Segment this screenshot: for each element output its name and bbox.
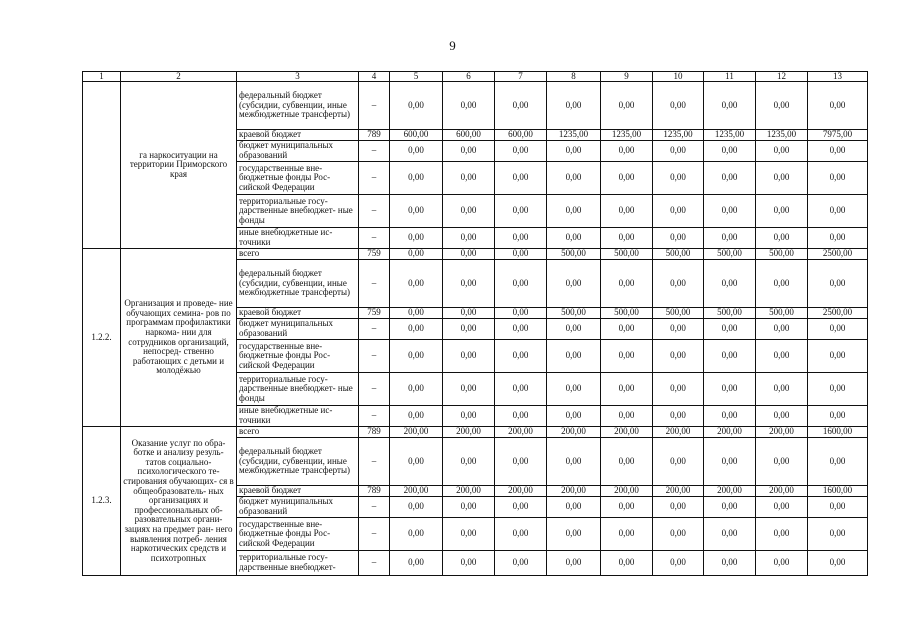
amount-cell: 200,00 bbox=[443, 427, 495, 438]
amount-cell: 0,00 bbox=[390, 319, 443, 340]
amount-cell: 0,00 bbox=[601, 438, 653, 486]
amount-cell: 0,00 bbox=[756, 497, 808, 518]
amount-cell: 0,00 bbox=[808, 319, 868, 340]
amount-cell: 0,00 bbox=[443, 249, 495, 260]
amount-cell: 0,00 bbox=[756, 228, 808, 249]
amount-cell: 200,00 bbox=[547, 427, 601, 438]
amount-cell: 0,00 bbox=[443, 162, 495, 195]
amount-cell: 0,00 bbox=[756, 141, 808, 162]
amount-cell: 0,00 bbox=[390, 518, 443, 551]
amount-cell: 0,00 bbox=[443, 497, 495, 518]
amount-cell: 600,00 bbox=[495, 130, 547, 141]
amount-cell: 0,00 bbox=[756, 438, 808, 486]
amount-cell: 0,00 bbox=[653, 438, 704, 486]
amount-cell: 0,00 bbox=[547, 195, 601, 228]
amount-cell: 0,00 bbox=[653, 195, 704, 228]
amount-cell: 0,00 bbox=[547, 141, 601, 162]
amount-cell: 0,00 bbox=[390, 162, 443, 195]
budget-code-cell: – bbox=[359, 162, 390, 195]
amount-cell: 0,00 bbox=[704, 373, 756, 406]
amount-cell: 0,00 bbox=[547, 228, 601, 249]
amount-cell: 0,00 bbox=[756, 518, 808, 551]
amount-cell: 500,00 bbox=[547, 308, 601, 319]
budget-code-cell: – bbox=[359, 82, 390, 130]
amount-cell: 0,00 bbox=[495, 141, 547, 162]
amount-cell: 0,00 bbox=[653, 518, 704, 551]
amount-cell: 0,00 bbox=[653, 340, 704, 373]
amount-cell: 0,00 bbox=[601, 162, 653, 195]
amount-cell: 0,00 bbox=[443, 406, 495, 427]
amount-cell: 0,00 bbox=[547, 406, 601, 427]
amount-cell: 0,00 bbox=[390, 260, 443, 308]
amount-cell: 0,00 bbox=[704, 497, 756, 518]
amount-cell: 0,00 bbox=[704, 518, 756, 551]
budget-code-cell: 789 bbox=[359, 486, 390, 497]
budget-code-cell: – bbox=[359, 141, 390, 162]
amount-cell: 0,00 bbox=[653, 551, 704, 576]
amount-cell: 0,00 bbox=[443, 340, 495, 373]
funding-source: бюджет муниципальных образований bbox=[237, 141, 359, 162]
amount-cell: 500,00 bbox=[704, 249, 756, 260]
funding-source: государственные вне- бюджетные фонды Рос- сийской Федерации bbox=[237, 340, 359, 373]
amount-cell: 0,00 bbox=[547, 340, 601, 373]
amount-cell: 1235,00 bbox=[601, 130, 653, 141]
budget-code-cell: – bbox=[359, 497, 390, 518]
amount-cell: 200,00 bbox=[601, 427, 653, 438]
amount-cell: 200,00 bbox=[495, 486, 547, 497]
budget-code-cell: – bbox=[359, 518, 390, 551]
page-number: 9 bbox=[449, 38, 456, 53]
amount-cell: 0,00 bbox=[390, 438, 443, 486]
funding-source: бюджет муниципальных образований bbox=[237, 319, 359, 340]
amount-cell: 0,00 bbox=[756, 551, 808, 576]
amount-cell: 0,00 bbox=[808, 373, 868, 406]
budget-code-cell: 759 bbox=[359, 249, 390, 260]
amount-cell: 0,00 bbox=[390, 497, 443, 518]
amount-cell: 500,00 bbox=[653, 249, 704, 260]
amount-cell: 0,00 bbox=[704, 260, 756, 308]
amount-cell: 0,00 bbox=[390, 406, 443, 427]
budget-code-cell: – bbox=[359, 406, 390, 427]
amount-cell: 0,00 bbox=[443, 308, 495, 319]
amount-cell: 0,00 bbox=[808, 406, 868, 427]
amount-cell: 0,00 bbox=[390, 249, 443, 260]
amount-cell: 0,00 bbox=[547, 551, 601, 576]
amount-cell: 0,00 bbox=[601, 195, 653, 228]
amount-cell: 0,00 bbox=[653, 228, 704, 249]
amount-cell: 1235,00 bbox=[653, 130, 704, 141]
amount-cell: 0,00 bbox=[653, 497, 704, 518]
funding-source: государственные вне- бюджетные фонды Рос- сийской Федерации bbox=[237, 518, 359, 551]
amount-cell: 0,00 bbox=[443, 195, 495, 228]
amount-cell: 1600,00 bbox=[808, 427, 868, 438]
amount-cell: 0,00 bbox=[601, 260, 653, 308]
funding-source: иные внебюджетные ис- точники bbox=[237, 406, 359, 427]
amount-cell: 0,00 bbox=[601, 340, 653, 373]
amount-cell: 0,00 bbox=[495, 228, 547, 249]
amount-cell: 0,00 bbox=[495, 373, 547, 406]
amount-cell: 500,00 bbox=[704, 308, 756, 319]
amount-cell: 200,00 bbox=[547, 486, 601, 497]
amount-cell: 0,00 bbox=[601, 497, 653, 518]
amount-cell: 0,00 bbox=[547, 438, 601, 486]
amount-cell: 0,00 bbox=[808, 162, 868, 195]
amount-cell: 0,00 bbox=[547, 518, 601, 551]
column-header: 1 bbox=[83, 72, 121, 82]
amount-cell: 0,00 bbox=[704, 406, 756, 427]
item-code bbox=[83, 82, 121, 249]
amount-cell: 0,00 bbox=[653, 373, 704, 406]
amount-cell: 0,00 bbox=[443, 141, 495, 162]
amount-cell: 0,00 bbox=[704, 319, 756, 340]
amount-cell: 0,00 bbox=[601, 518, 653, 551]
column-header: 7 bbox=[495, 72, 547, 82]
amount-cell: 0,00 bbox=[547, 260, 601, 308]
amount-cell: 500,00 bbox=[756, 249, 808, 260]
amount-cell: 0,00 bbox=[653, 82, 704, 130]
funding-source: иные внебюджетные ис- точники bbox=[237, 228, 359, 249]
budget-code-cell: – bbox=[359, 228, 390, 249]
funding-source: краевой бюджет bbox=[237, 308, 359, 319]
funding-source: федеральный бюджет (субсидии, субвенции, иные межбюджетные трансферты) bbox=[237, 260, 359, 308]
column-header: 10 bbox=[653, 72, 704, 82]
amount-cell: 0,00 bbox=[390, 195, 443, 228]
amount-cell: 0,00 bbox=[443, 260, 495, 308]
column-header: 9 bbox=[601, 72, 653, 82]
amount-cell: 2500,00 bbox=[808, 249, 868, 260]
column-header: 2 bbox=[121, 72, 237, 82]
amount-cell: 0,00 bbox=[756, 406, 808, 427]
budget-table bbox=[82, 71, 868, 576]
amount-cell: 1235,00 bbox=[547, 130, 601, 141]
amount-cell: 0,00 bbox=[495, 438, 547, 486]
amount-cell: 0,00 bbox=[601, 228, 653, 249]
amount-cell: 0,00 bbox=[390, 82, 443, 130]
amount-cell: 500,00 bbox=[756, 308, 808, 319]
funding-source: всего bbox=[237, 249, 359, 260]
amount-cell: 200,00 bbox=[756, 427, 808, 438]
amount-cell: 0,00 bbox=[601, 373, 653, 406]
amount-cell: 2500,00 bbox=[808, 308, 868, 319]
amount-cell: 0,00 bbox=[547, 497, 601, 518]
amount-cell: 0,00 bbox=[601, 551, 653, 576]
funding-source: федеральный бюджет (субсидии, субвенции, иные межбюджетные трансферты) bbox=[237, 438, 359, 486]
funding-source: государственные вне- бюджетные фонды Рос- сийской Федерации bbox=[237, 162, 359, 195]
amount-cell: 0,00 bbox=[547, 82, 601, 130]
amount-cell: 0,00 bbox=[495, 308, 547, 319]
amount-cell: 0,00 bbox=[495, 518, 547, 551]
budget-code-cell: – bbox=[359, 319, 390, 340]
funding-source: краевой бюджет bbox=[237, 486, 359, 497]
amount-cell: 200,00 bbox=[443, 486, 495, 497]
amount-cell: 0,00 bbox=[443, 319, 495, 340]
column-header: 5 bbox=[390, 72, 443, 82]
budget-code-cell: 789 bbox=[359, 427, 390, 438]
amount-cell: 0,00 bbox=[495, 319, 547, 340]
amount-cell: 0,00 bbox=[653, 319, 704, 340]
amount-cell: 1600,00 bbox=[808, 486, 868, 497]
amount-cell: 0,00 bbox=[808, 518, 868, 551]
amount-cell: 0,00 bbox=[653, 260, 704, 308]
amount-cell: 0,00 bbox=[495, 551, 547, 576]
amount-cell: 0,00 bbox=[495, 162, 547, 195]
amount-cell: 0,00 bbox=[704, 551, 756, 576]
amount-cell: 0,00 bbox=[808, 260, 868, 308]
amount-cell: 0,00 bbox=[390, 340, 443, 373]
amount-cell: 0,00 bbox=[443, 518, 495, 551]
budget-code-cell: 789 bbox=[359, 130, 390, 141]
table-row bbox=[83, 82, 868, 130]
amount-cell: 0,00 bbox=[443, 82, 495, 130]
amount-cell: 200,00 bbox=[756, 486, 808, 497]
amount-cell: 0,00 bbox=[547, 373, 601, 406]
amount-cell: 500,00 bbox=[653, 308, 704, 319]
amount-cell: 0,00 bbox=[808, 82, 868, 130]
funding-source: федеральный бюджет (субсидии, субвенции, иные межбюджетные трансферты) bbox=[237, 82, 359, 130]
budget-code-cell: – bbox=[359, 438, 390, 486]
budget-code-cell: – bbox=[359, 260, 390, 308]
column-header: 12 bbox=[756, 72, 808, 82]
budget-code-cell: – bbox=[359, 195, 390, 228]
amount-cell: 0,00 bbox=[495, 340, 547, 373]
amount-cell: 0,00 bbox=[653, 141, 704, 162]
amount-cell: 0,00 bbox=[704, 141, 756, 162]
funding-source: краевой бюджет bbox=[237, 130, 359, 141]
funding-source: территориальные госу- дарственные внебюджет- ные фонды bbox=[237, 195, 359, 228]
amount-cell: 200,00 bbox=[601, 486, 653, 497]
amount-cell: 0,00 bbox=[601, 406, 653, 427]
amount-cell: 200,00 bbox=[653, 486, 704, 497]
column-header: 3 bbox=[237, 72, 359, 82]
amount-cell: 0,00 bbox=[808, 141, 868, 162]
amount-cell: 1235,00 bbox=[756, 130, 808, 141]
item-name: га наркоситуации на территории Приморского края bbox=[121, 82, 237, 249]
amount-cell: 0,00 bbox=[495, 249, 547, 260]
amount-cell: 0,00 bbox=[390, 141, 443, 162]
amount-cell: 200,00 bbox=[704, 486, 756, 497]
amount-cell: 0,00 bbox=[704, 195, 756, 228]
amount-cell: 0,00 bbox=[704, 438, 756, 486]
amount-cell: 0,00 bbox=[390, 373, 443, 406]
amount-cell: 0,00 bbox=[808, 340, 868, 373]
amount-cell: 200,00 bbox=[704, 427, 756, 438]
amount-cell: 0,00 bbox=[495, 82, 547, 130]
amount-cell: 200,00 bbox=[653, 427, 704, 438]
amount-cell: 600,00 bbox=[390, 130, 443, 141]
table-row bbox=[83, 249, 868, 260]
amount-cell: 0,00 bbox=[808, 497, 868, 518]
amount-cell: 0,00 bbox=[756, 195, 808, 228]
column-header: 6 bbox=[443, 72, 495, 82]
amount-cell: 0,00 bbox=[808, 228, 868, 249]
amount-cell: 0,00 bbox=[808, 438, 868, 486]
amount-cell: 0,00 bbox=[756, 82, 808, 130]
amount-cell: 0,00 bbox=[390, 551, 443, 576]
amount-cell: 200,00 bbox=[495, 427, 547, 438]
amount-cell: 0,00 bbox=[704, 228, 756, 249]
amount-cell: 0,00 bbox=[443, 373, 495, 406]
funding-source: территориальные госу- дарственные внебюджет- bbox=[237, 551, 359, 576]
header-row bbox=[83, 72, 868, 82]
column-header: 8 bbox=[547, 72, 601, 82]
amount-cell: 0,00 bbox=[547, 162, 601, 195]
amount-cell: 0,00 bbox=[756, 319, 808, 340]
amount-cell: 0,00 bbox=[756, 373, 808, 406]
item-code: 1.2.3. bbox=[83, 427, 121, 576]
item-name: Организация и проведе- ние обучающих семина- ров по программам профилактики наркома- нии для сотрудников организаций, непосред- ственно работающих с детьми и молодёжью bbox=[121, 249, 237, 427]
amount-cell: 0,00 bbox=[601, 141, 653, 162]
funding-source: всего bbox=[237, 427, 359, 438]
amount-cell: 500,00 bbox=[601, 308, 653, 319]
amount-cell: 0,00 bbox=[443, 551, 495, 576]
column-header: 11 bbox=[704, 72, 756, 82]
amount-cell: 0,00 bbox=[443, 228, 495, 249]
amount-cell: 600,00 bbox=[443, 130, 495, 141]
amount-cell: 500,00 bbox=[601, 249, 653, 260]
amount-cell: 0,00 bbox=[495, 497, 547, 518]
amount-cell: 0,00 bbox=[808, 551, 868, 576]
amount-cell: 1235,00 bbox=[704, 130, 756, 141]
item-name: Оказание услуг по обра- ботке и анализу резуль- татов социально- психологического те- стирования обучающих- ся в общеобразователь- ных организациях и профессиональных об- разовательных органи- зациях на предмет ран- него выявления потреб- ления наркотических средств и психотропных bbox=[121, 427, 237, 576]
amount-cell: 500,00 bbox=[547, 249, 601, 260]
budget-code-cell: – bbox=[359, 551, 390, 576]
amount-cell: 0,00 bbox=[704, 340, 756, 373]
amount-cell: 0,00 bbox=[495, 195, 547, 228]
amount-cell: 0,00 bbox=[808, 195, 868, 228]
amount-cell: 0,00 bbox=[390, 228, 443, 249]
table-body bbox=[83, 82, 868, 576]
amount-cell: 0,00 bbox=[390, 308, 443, 319]
column-header: 13 bbox=[808, 72, 868, 82]
amount-cell: 0,00 bbox=[756, 260, 808, 308]
amount-cell: 0,00 bbox=[601, 82, 653, 130]
table-row bbox=[83, 427, 868, 438]
amount-cell: 7975,00 bbox=[808, 130, 868, 141]
amount-cell: 0,00 bbox=[704, 162, 756, 195]
amount-cell: 200,00 bbox=[390, 486, 443, 497]
budget-code-cell: 759 bbox=[359, 308, 390, 319]
funding-source: территориальные госу- дарственные внебюджет- ные фонды bbox=[237, 373, 359, 406]
amount-cell: 0,00 bbox=[547, 319, 601, 340]
budget-code-cell: – bbox=[359, 340, 390, 373]
amount-cell: 0,00 bbox=[653, 406, 704, 427]
budget-code-cell: – bbox=[359, 373, 390, 406]
amount-cell: 0,00 bbox=[495, 260, 547, 308]
amount-cell: 0,00 bbox=[653, 162, 704, 195]
amount-cell: 0,00 bbox=[443, 438, 495, 486]
amount-cell: 0,00 bbox=[704, 82, 756, 130]
amount-cell: 0,00 bbox=[756, 162, 808, 195]
funding-source: бюджет муниципальных образований bbox=[237, 497, 359, 518]
item-code: 1.2.2. bbox=[83, 249, 121, 427]
column-header: 4 bbox=[359, 72, 390, 82]
amount-cell: 0,00 bbox=[601, 319, 653, 340]
amount-cell: 0,00 bbox=[495, 406, 547, 427]
amount-cell: 200,00 bbox=[390, 427, 443, 438]
amount-cell: 0,00 bbox=[756, 340, 808, 373]
